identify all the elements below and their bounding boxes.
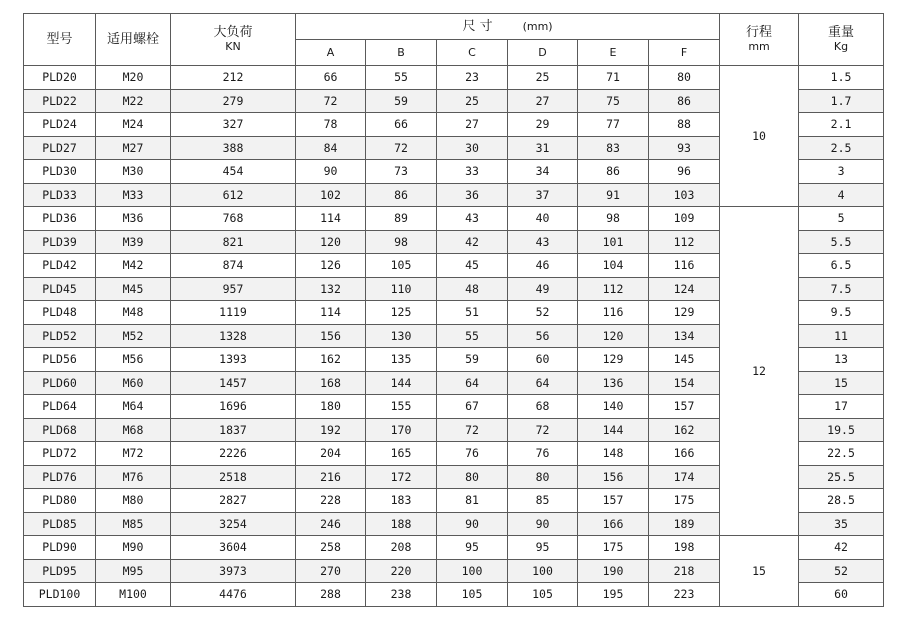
cell-model: PLD20 bbox=[24, 66, 96, 90]
cell-a: 126 bbox=[296, 254, 366, 278]
cell-model: PLD90 bbox=[24, 536, 96, 560]
cell-load: 2518 bbox=[171, 465, 296, 489]
cell-f: 166 bbox=[649, 442, 720, 466]
cell-f: 145 bbox=[649, 348, 720, 372]
cell-e: 116 bbox=[578, 301, 649, 325]
cell-a: 84 bbox=[296, 136, 366, 160]
cell-weight: 1.7 bbox=[799, 89, 884, 113]
cell-c: 42 bbox=[437, 230, 508, 254]
cell-e: 157 bbox=[578, 489, 649, 513]
cell-e: 75 bbox=[578, 89, 649, 113]
cell-a: 102 bbox=[296, 183, 366, 207]
cell-b: 130 bbox=[366, 324, 437, 348]
cell-weight: 1.5 bbox=[799, 66, 884, 90]
cell-bolt: M76 bbox=[96, 465, 171, 489]
cell-f: 218 bbox=[649, 559, 720, 583]
cell-model: PLD64 bbox=[24, 395, 96, 419]
cell-model: PLD60 bbox=[24, 371, 96, 395]
cell-c: 64 bbox=[437, 371, 508, 395]
cell-c: 51 bbox=[437, 301, 508, 325]
cell-a: 288 bbox=[296, 583, 366, 607]
cell-load: 768 bbox=[171, 207, 296, 231]
cell-weight: 60 bbox=[799, 583, 884, 607]
cell-c: 59 bbox=[437, 348, 508, 372]
header-dimensions-title: 尺 寸 bbox=[462, 19, 493, 34]
cell-d: 72 bbox=[508, 418, 578, 442]
cell-e: 175 bbox=[578, 536, 649, 560]
table-row bbox=[24, 66, 884, 90]
cell-c: 95 bbox=[437, 536, 508, 560]
cell-c: 105 bbox=[437, 583, 508, 607]
cell-weight: 13 bbox=[799, 348, 884, 372]
cell-b: 86 bbox=[366, 183, 437, 207]
cell-weight: 6.5 bbox=[799, 254, 884, 278]
cell-load: 4476 bbox=[171, 583, 296, 607]
cell-d: 40 bbox=[508, 207, 578, 231]
cell-c: 76 bbox=[437, 442, 508, 466]
cell-load: 212 bbox=[171, 66, 296, 90]
cell-model: PLD56 bbox=[24, 348, 96, 372]
cell-bolt: M22 bbox=[96, 89, 171, 113]
cell-bolt: M68 bbox=[96, 418, 171, 442]
cell-bolt: M100 bbox=[96, 583, 171, 607]
cell-bolt: M27 bbox=[96, 136, 171, 160]
cell-c: 81 bbox=[437, 489, 508, 513]
cell-f: 80 bbox=[649, 66, 720, 90]
cell-load: 821 bbox=[171, 230, 296, 254]
cell-d: 27 bbox=[508, 89, 578, 113]
cell-load: 3254 bbox=[171, 512, 296, 536]
cell-bolt: M45 bbox=[96, 277, 171, 301]
cell-d: 90 bbox=[508, 512, 578, 536]
cell-load: 1393 bbox=[171, 348, 296, 372]
cell-weight: 3 bbox=[799, 160, 884, 184]
header-dim-f: F bbox=[649, 40, 720, 66]
cell-f: 175 bbox=[649, 489, 720, 513]
cell-d: 34 bbox=[508, 160, 578, 184]
cell-model: PLD45 bbox=[24, 277, 96, 301]
cell-c: 45 bbox=[437, 254, 508, 278]
table-header bbox=[24, 14, 884, 66]
cell-a: 168 bbox=[296, 371, 366, 395]
header-model: 型号 bbox=[24, 14, 96, 66]
cell-f: 112 bbox=[649, 230, 720, 254]
cell-weight: 5.5 bbox=[799, 230, 884, 254]
cell-bolt: M95 bbox=[96, 559, 171, 583]
cell-model: PLD39 bbox=[24, 230, 96, 254]
cell-c: 36 bbox=[437, 183, 508, 207]
cell-e: 71 bbox=[578, 66, 649, 90]
cell-d: 100 bbox=[508, 559, 578, 583]
cell-a: 132 bbox=[296, 277, 366, 301]
cell-model: PLD95 bbox=[24, 559, 96, 583]
cell-e: 98 bbox=[578, 207, 649, 231]
cell-f: 86 bbox=[649, 89, 720, 113]
header-load-cn: 大负荷 bbox=[213, 25, 253, 40]
cell-a: 216 bbox=[296, 465, 366, 489]
cell-a: 192 bbox=[296, 418, 366, 442]
cell-e: 129 bbox=[578, 348, 649, 372]
cell-load: 2226 bbox=[171, 442, 296, 466]
header-dimensions-unit: (mm) bbox=[522, 20, 553, 33]
cell-model: PLD24 bbox=[24, 113, 96, 137]
cell-bolt: M24 bbox=[96, 113, 171, 137]
spec-table bbox=[23, 13, 884, 607]
cell-b: 89 bbox=[366, 207, 437, 231]
cell-c: 23 bbox=[437, 66, 508, 90]
cell-bolt: M60 bbox=[96, 371, 171, 395]
cell-c: 90 bbox=[437, 512, 508, 536]
cell-weight: 11 bbox=[799, 324, 884, 348]
cell-e: 101 bbox=[578, 230, 649, 254]
cell-load: 327 bbox=[171, 113, 296, 137]
cell-b: 55 bbox=[366, 66, 437, 90]
cell-f: 154 bbox=[649, 371, 720, 395]
cell-c: 33 bbox=[437, 160, 508, 184]
cell-model: PLD85 bbox=[24, 512, 96, 536]
header-stroke-cn: 行程 bbox=[746, 25, 773, 40]
cell-b: 72 bbox=[366, 136, 437, 160]
header-weight-cn: 重量 bbox=[828, 25, 855, 40]
cell-f: 129 bbox=[649, 301, 720, 325]
cell-bolt: M42 bbox=[96, 254, 171, 278]
cell-e: 156 bbox=[578, 465, 649, 489]
cell-a: 114 bbox=[296, 207, 366, 231]
cell-b: 170 bbox=[366, 418, 437, 442]
cell-d: 43 bbox=[508, 230, 578, 254]
cell-bolt: M72 bbox=[96, 442, 171, 466]
header-dim-c: C bbox=[437, 40, 508, 66]
cell-bolt: M64 bbox=[96, 395, 171, 419]
cell-load: 454 bbox=[171, 160, 296, 184]
cell-weight: 28.5 bbox=[799, 489, 884, 513]
cell-model: PLD36 bbox=[24, 207, 96, 231]
cell-stroke: 15 bbox=[720, 536, 799, 607]
cell-weight: 42 bbox=[799, 536, 884, 560]
header-dim-e: E bbox=[578, 40, 649, 66]
header-dimensions bbox=[296, 14, 720, 40]
cell-e: 190 bbox=[578, 559, 649, 583]
cell-b: 98 bbox=[366, 230, 437, 254]
cell-d: 46 bbox=[508, 254, 578, 278]
cell-load: 1119 bbox=[171, 301, 296, 325]
header-load bbox=[171, 14, 296, 66]
cell-load: 1837 bbox=[171, 418, 296, 442]
cell-d: 105 bbox=[508, 583, 578, 607]
cell-d: 25 bbox=[508, 66, 578, 90]
cell-model: PLD27 bbox=[24, 136, 96, 160]
cell-b: 165 bbox=[366, 442, 437, 466]
header-stroke bbox=[720, 14, 799, 66]
cell-model: PLD76 bbox=[24, 465, 96, 489]
cell-a: 270 bbox=[296, 559, 366, 583]
cell-weight: 5 bbox=[799, 207, 884, 231]
cell-weight: 2.1 bbox=[799, 113, 884, 137]
cell-model: PLD42 bbox=[24, 254, 96, 278]
cell-d: 64 bbox=[508, 371, 578, 395]
cell-e: 86 bbox=[578, 160, 649, 184]
cell-stroke: 10 bbox=[720, 66, 799, 207]
cell-load: 612 bbox=[171, 183, 296, 207]
cell-a: 114 bbox=[296, 301, 366, 325]
cell-weight: 9.5 bbox=[799, 301, 884, 325]
cell-weight: 7.5 bbox=[799, 277, 884, 301]
cell-a: 162 bbox=[296, 348, 366, 372]
cell-load: 957 bbox=[171, 277, 296, 301]
cell-bolt: M80 bbox=[96, 489, 171, 513]
cell-f: 162 bbox=[649, 418, 720, 442]
cell-e: 140 bbox=[578, 395, 649, 419]
cell-weight: 15 bbox=[799, 371, 884, 395]
cell-d: 37 bbox=[508, 183, 578, 207]
cell-model: PLD30 bbox=[24, 160, 96, 184]
cell-weight: 52 bbox=[799, 559, 884, 583]
cell-model: PLD100 bbox=[24, 583, 96, 607]
cell-d: 95 bbox=[508, 536, 578, 560]
cell-f: 223 bbox=[649, 583, 720, 607]
cell-bolt: M30 bbox=[96, 160, 171, 184]
cell-c: 27 bbox=[437, 113, 508, 137]
cell-a: 258 bbox=[296, 536, 366, 560]
cell-weight: 25.5 bbox=[799, 465, 884, 489]
cell-e: 77 bbox=[578, 113, 649, 137]
cell-model: PLD48 bbox=[24, 301, 96, 325]
header-dim-b: B bbox=[366, 40, 437, 66]
cell-c: 80 bbox=[437, 465, 508, 489]
cell-c: 55 bbox=[437, 324, 508, 348]
cell-e: 148 bbox=[578, 442, 649, 466]
cell-b: 220 bbox=[366, 559, 437, 583]
cell-f: 88 bbox=[649, 113, 720, 137]
header-dim-d: D bbox=[508, 40, 578, 66]
header-bolt: 适用螺栓 bbox=[96, 14, 171, 66]
cell-e: 120 bbox=[578, 324, 649, 348]
cell-a: 246 bbox=[296, 512, 366, 536]
cell-bolt: M36 bbox=[96, 207, 171, 231]
cell-bolt: M56 bbox=[96, 348, 171, 372]
cell-d: 60 bbox=[508, 348, 578, 372]
cell-model: PLD22 bbox=[24, 89, 96, 113]
cell-c: 43 bbox=[437, 207, 508, 231]
cell-b: 188 bbox=[366, 512, 437, 536]
cell-b: 135 bbox=[366, 348, 437, 372]
cell-f: 189 bbox=[649, 512, 720, 536]
cell-f: 109 bbox=[649, 207, 720, 231]
cell-weight: 2.5 bbox=[799, 136, 884, 160]
cell-bolt: M33 bbox=[96, 183, 171, 207]
cell-a: 228 bbox=[296, 489, 366, 513]
cell-f: 134 bbox=[649, 324, 720, 348]
cell-b: 208 bbox=[366, 536, 437, 560]
cell-b: 183 bbox=[366, 489, 437, 513]
cell-f: 174 bbox=[649, 465, 720, 489]
cell-d: 76 bbox=[508, 442, 578, 466]
cell-model: PLD72 bbox=[24, 442, 96, 466]
cell-bolt: M90 bbox=[96, 536, 171, 560]
cell-e: 91 bbox=[578, 183, 649, 207]
cell-weight: 17 bbox=[799, 395, 884, 419]
cell-e: 104 bbox=[578, 254, 649, 278]
cell-c: 67 bbox=[437, 395, 508, 419]
cell-b: 172 bbox=[366, 465, 437, 489]
cell-d: 56 bbox=[508, 324, 578, 348]
cell-model: PLD80 bbox=[24, 489, 96, 513]
cell-bolt: M39 bbox=[96, 230, 171, 254]
cell-a: 180 bbox=[296, 395, 366, 419]
cell-e: 136 bbox=[578, 371, 649, 395]
cell-weight: 35 bbox=[799, 512, 884, 536]
cell-bolt: M48 bbox=[96, 301, 171, 325]
cell-e: 112 bbox=[578, 277, 649, 301]
cell-f: 198 bbox=[649, 536, 720, 560]
header-weight-unit: Kg bbox=[833, 40, 849, 53]
cell-a: 156 bbox=[296, 324, 366, 348]
cell-f: 124 bbox=[649, 277, 720, 301]
cell-bolt: M85 bbox=[96, 512, 171, 536]
cell-bolt: M52 bbox=[96, 324, 171, 348]
cell-model: PLD52 bbox=[24, 324, 96, 348]
cell-f: 116 bbox=[649, 254, 720, 278]
cell-d: 85 bbox=[508, 489, 578, 513]
cell-load: 3973 bbox=[171, 559, 296, 583]
cell-load: 388 bbox=[171, 136, 296, 160]
cell-a: 120 bbox=[296, 230, 366, 254]
cell-c: 72 bbox=[437, 418, 508, 442]
cell-b: 155 bbox=[366, 395, 437, 419]
cell-d: 49 bbox=[508, 277, 578, 301]
cell-load: 279 bbox=[171, 89, 296, 113]
cell-b: 59 bbox=[366, 89, 437, 113]
cell-d: 29 bbox=[508, 113, 578, 137]
cell-e: 195 bbox=[578, 583, 649, 607]
cell-c: 25 bbox=[437, 89, 508, 113]
cell-a: 78 bbox=[296, 113, 366, 137]
cell-b: 110 bbox=[366, 277, 437, 301]
cell-f: 96 bbox=[649, 160, 720, 184]
header-dim-a: A bbox=[296, 40, 366, 66]
cell-b: 73 bbox=[366, 160, 437, 184]
cell-load: 2827 bbox=[171, 489, 296, 513]
cell-load: 874 bbox=[171, 254, 296, 278]
cell-f: 157 bbox=[649, 395, 720, 419]
table-row bbox=[24, 536, 884, 560]
cell-e: 83 bbox=[578, 136, 649, 160]
header-weight bbox=[799, 14, 884, 66]
cell-load: 3604 bbox=[171, 536, 296, 560]
cell-c: 48 bbox=[437, 277, 508, 301]
header-load-unit: KN bbox=[225, 40, 241, 53]
cell-load: 1457 bbox=[171, 371, 296, 395]
cell-load: 1696 bbox=[171, 395, 296, 419]
cell-d: 52 bbox=[508, 301, 578, 325]
cell-model: PLD68 bbox=[24, 418, 96, 442]
cell-f: 93 bbox=[649, 136, 720, 160]
cell-d: 68 bbox=[508, 395, 578, 419]
cell-c: 100 bbox=[437, 559, 508, 583]
table-row bbox=[24, 207, 884, 231]
cell-b: 125 bbox=[366, 301, 437, 325]
cell-weight: 4 bbox=[799, 183, 884, 207]
cell-load: 1328 bbox=[171, 324, 296, 348]
cell-f: 103 bbox=[649, 183, 720, 207]
cell-d: 31 bbox=[508, 136, 578, 160]
cell-c: 30 bbox=[437, 136, 508, 160]
table-body bbox=[24, 66, 884, 607]
cell-b: 238 bbox=[366, 583, 437, 607]
cell-weight: 22.5 bbox=[799, 442, 884, 466]
cell-model: PLD33 bbox=[24, 183, 96, 207]
cell-b: 66 bbox=[366, 113, 437, 137]
cell-a: 90 bbox=[296, 160, 366, 184]
cell-a: 72 bbox=[296, 89, 366, 113]
cell-e: 166 bbox=[578, 512, 649, 536]
cell-a: 204 bbox=[296, 442, 366, 466]
cell-stroke: 12 bbox=[720, 207, 799, 536]
cell-bolt: M20 bbox=[96, 66, 171, 90]
cell-b: 144 bbox=[366, 371, 437, 395]
cell-b: 105 bbox=[366, 254, 437, 278]
cell-d: 80 bbox=[508, 465, 578, 489]
header-stroke-unit: mm bbox=[748, 40, 770, 53]
cell-e: 144 bbox=[578, 418, 649, 442]
cell-weight: 19.5 bbox=[799, 418, 884, 442]
cell-a: 66 bbox=[296, 66, 366, 90]
